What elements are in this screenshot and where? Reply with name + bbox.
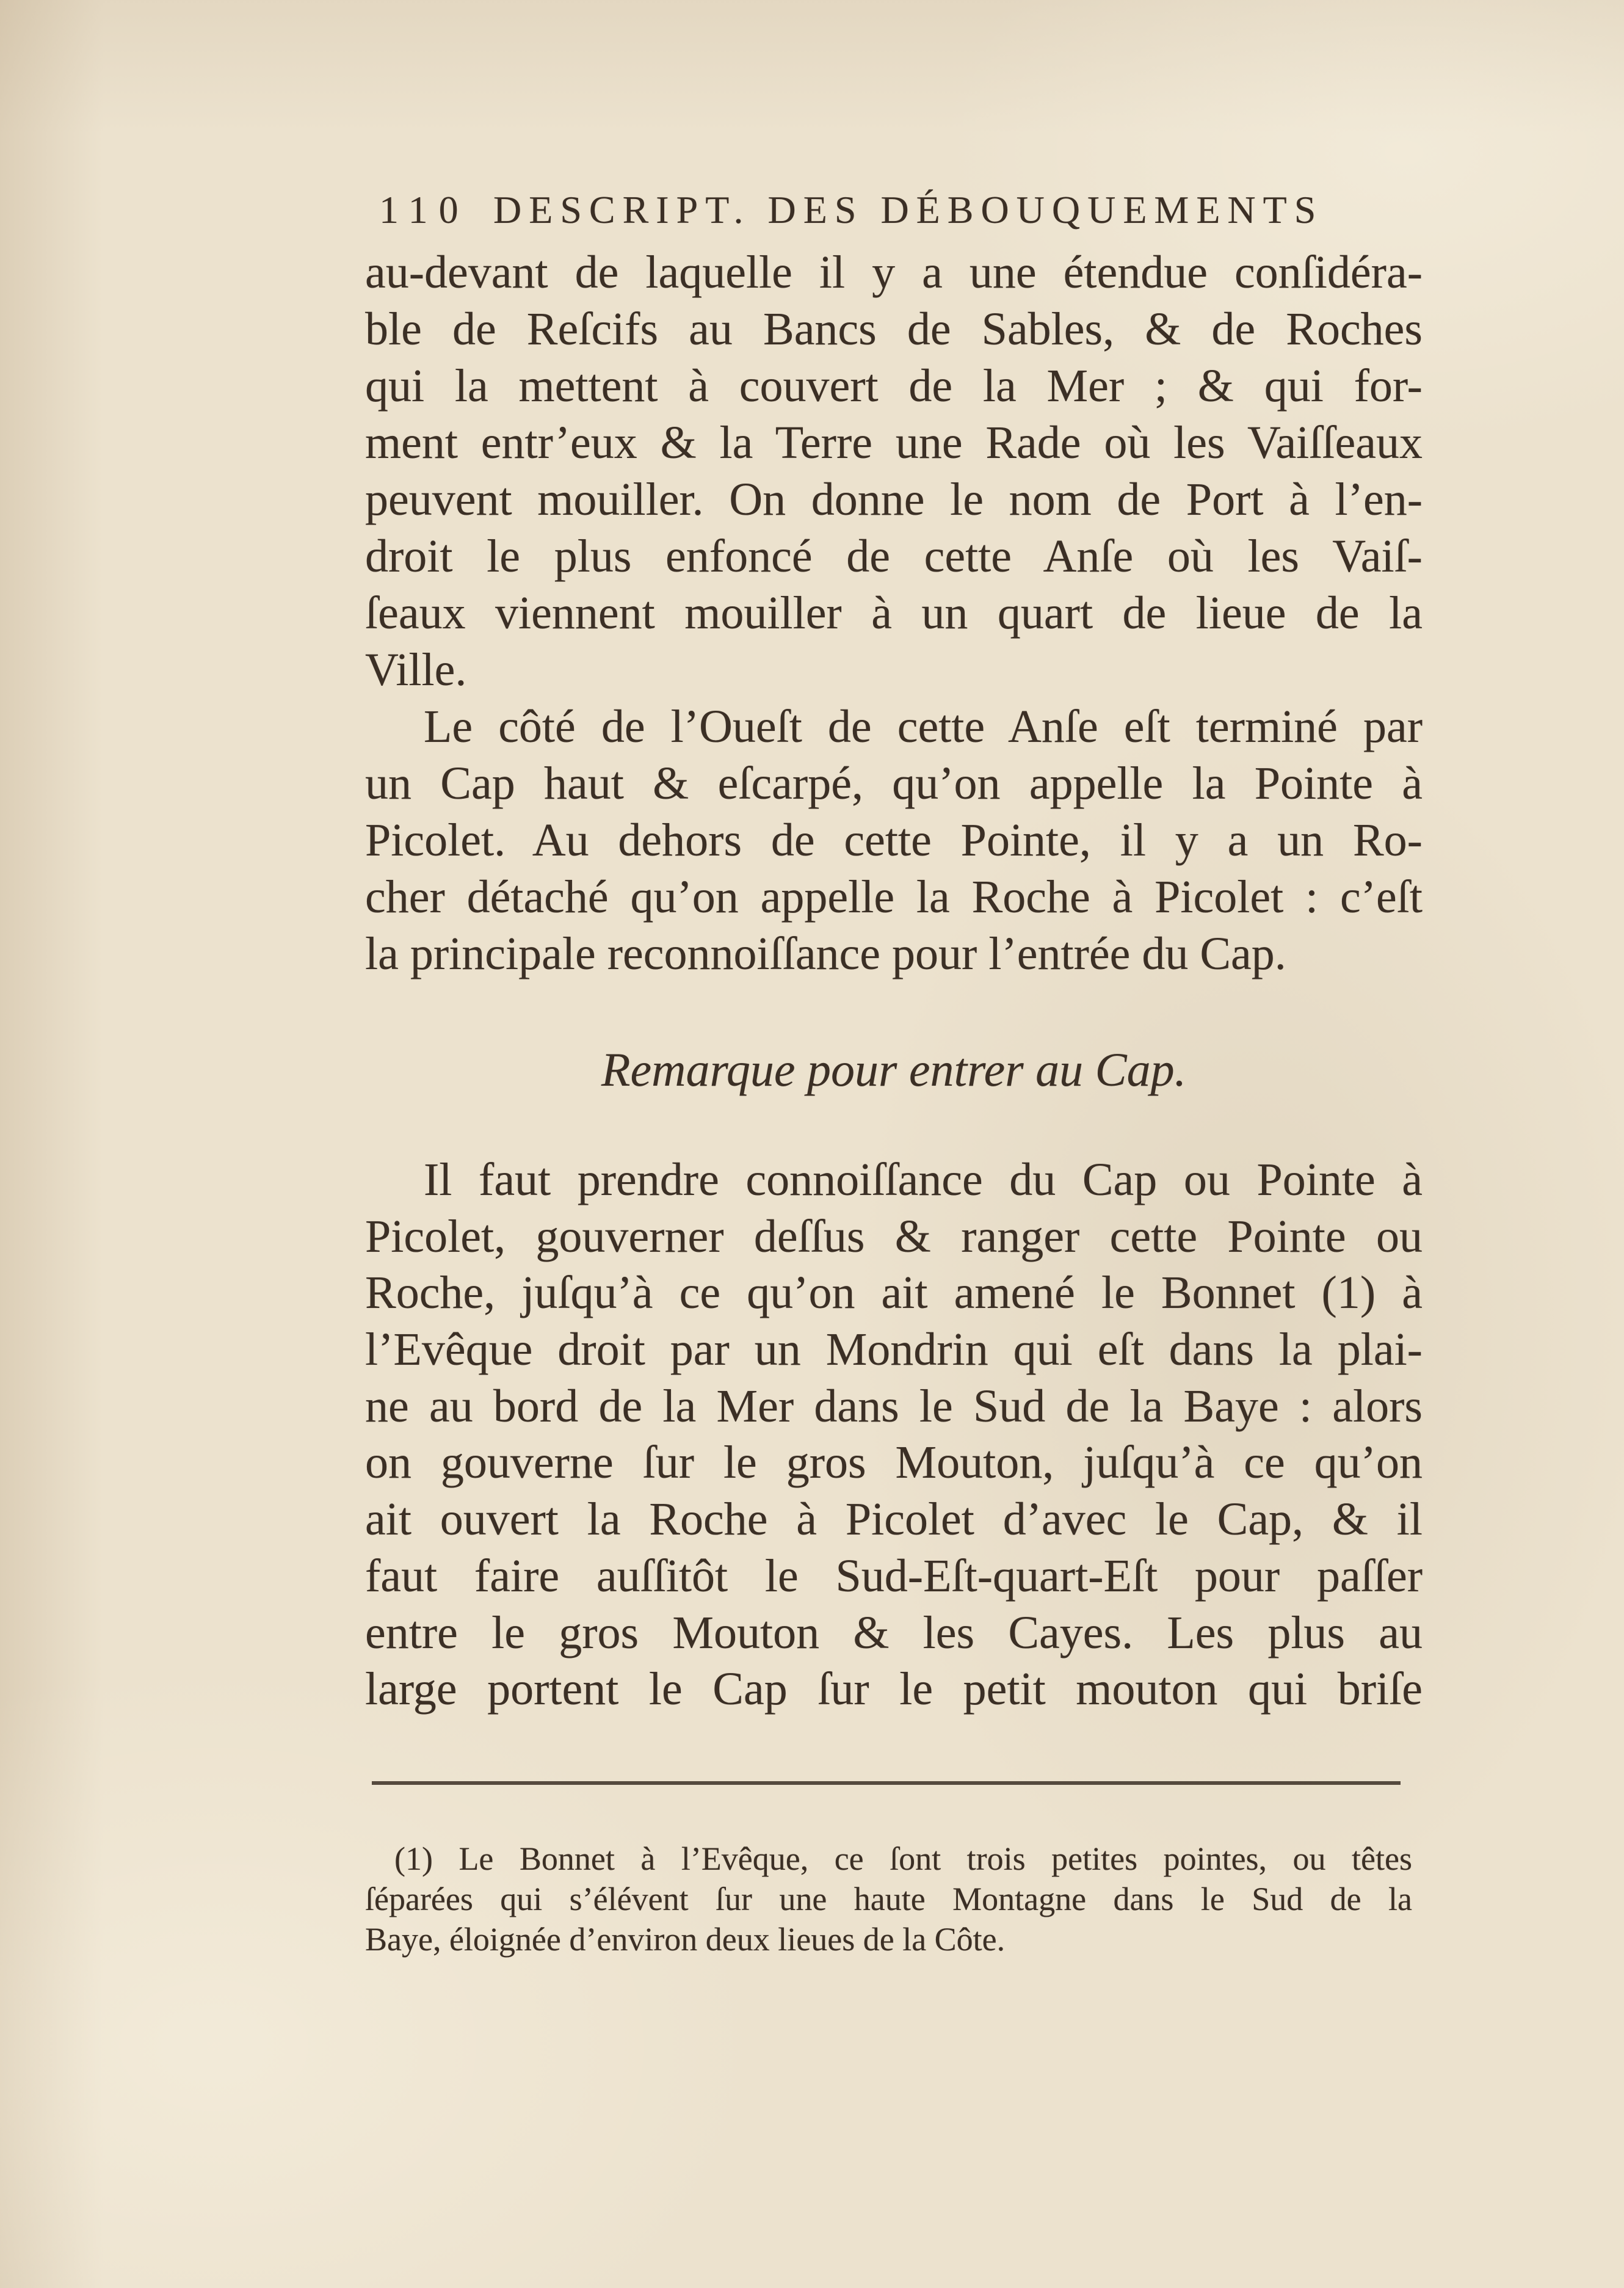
text-line: Ville.: [365, 644, 467, 695]
text-line: qui la mettent à couvert de la Mer ; & qui for-: [365, 360, 1423, 412]
text-line: ble de Reſcifs au Bancs de Sables, & de Roches: [365, 303, 1423, 355]
text-line: ait ouvert la Roche à Picolet d’avec le Cap, & il: [365, 1494, 1423, 1545]
footnote-line: (1) Le Bonnet à l’Evêque, ce ſont trois petites pointes, ou têtes: [394, 1840, 1412, 1877]
text-line: on gouverne ſur le gros Mouton, juſqu’à ce qu’on: [365, 1437, 1423, 1489]
text-line: cher détaché qu’on appelle la Roche à Picolet : c’eſt: [365, 871, 1423, 923]
footnote: [365, 1839, 1412, 1959]
text-line: Il faut prendre connoiſſance du Cap ou Pointe à: [424, 1154, 1423, 1205]
text-line: la principale reconnoiſſance pour l’entrée du Cap.: [365, 928, 1286, 979]
text-line: Le côté de l’Oueſt de cette Anſe eſt terminé par: [424, 701, 1423, 752]
text-line: l’Evêque droit par un Mondrin qui eſt dans la plai-: [365, 1324, 1423, 1376]
text-line: Picolet. Au dehors de cette Pointe, il y a un Ro-: [365, 815, 1423, 866]
text-line: ment entr’eux & la Terre une Rade où les Vaiſſeaux: [365, 417, 1423, 468]
section-heading: Remarque pour entrer au Cap.: [601, 1043, 1187, 1096]
page-number: 110: [379, 188, 469, 231]
text-line: ne au bord de la Mer dans le Sud de la Baye : alors: [365, 1380, 1423, 1432]
text-line: Picolet, gouverner deſſus & ranger cette Pointe ou: [365, 1210, 1423, 1262]
running-title: DESCRIPT. DES DÉBOUQUEMENTS: [493, 188, 1324, 231]
footnote-line: ſéparées qui s’élévent ſur une haute Montagne dans le Sud de la: [365, 1881, 1412, 1917]
running-head: [379, 181, 1323, 238]
main-text-block-bottom: [365, 1152, 1423, 1718]
footnote-line: Baye, éloignée d’environ deux lieues de la Côte.: [365, 1921, 1006, 1958]
text-line: un Cap haut & eſcarpé, qu’on appelle la Pointe à: [365, 758, 1423, 809]
text-line: au-devant de laquelle il y a une étendue conſidéra-: [365, 247, 1423, 298]
text-line: faut faire auſſitôt le Sud-Eſt-quart-Eſt pour paſſer: [365, 1550, 1423, 1602]
footnote-rule: [372, 1781, 1401, 1785]
main-text-block-top: [365, 244, 1423, 982]
text-line: entre le gros Mouton & les Cayes. Les plus au: [365, 1607, 1423, 1658]
text-line: Roche, juſqu’à ce qu’on ait amené le Bonnet (1) à: [365, 1267, 1423, 1319]
text-line: peuvent mouiller. On donne le nom de Port à l’en-: [365, 474, 1423, 525]
text-line: large portent le Cap ſur le petit mouton qui briſe: [365, 1663, 1423, 1715]
text-line: droit le plus enfoncé de cette Anſe où les Vaiſ-: [365, 531, 1423, 582]
text-line: ſeaux viennent mouiller à un quart de lieue de la: [365, 587, 1423, 639]
